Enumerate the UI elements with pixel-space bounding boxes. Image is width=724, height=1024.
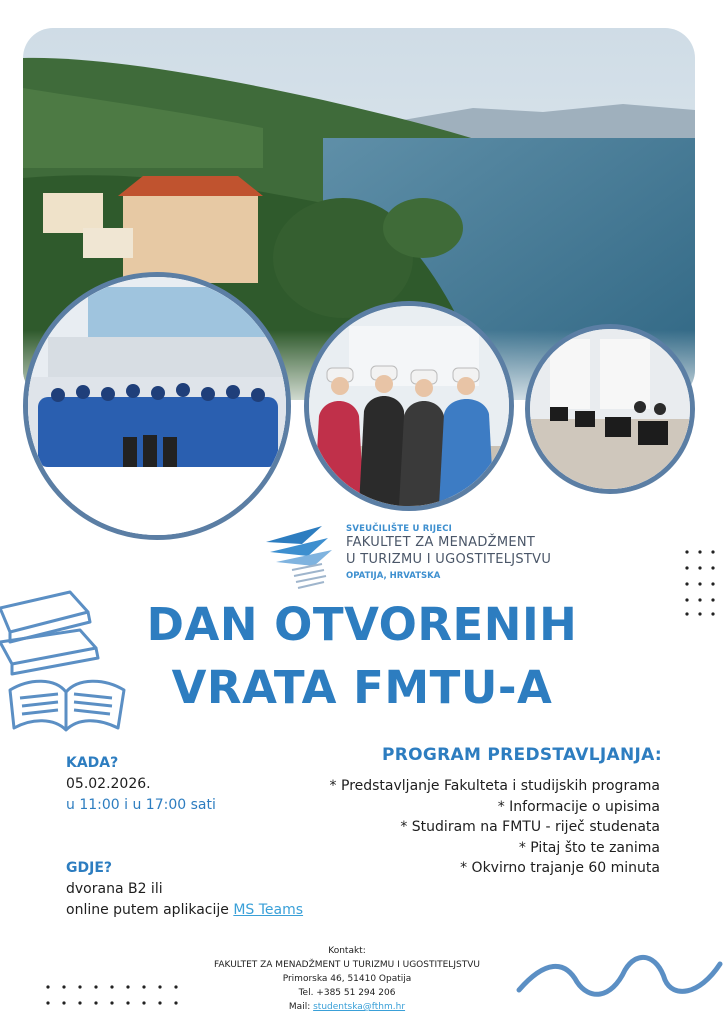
- where-label: GDJE?: [66, 860, 113, 876]
- vr-headsets-photo: [304, 301, 514, 511]
- contact-label: Kontakt:: [328, 946, 366, 956]
- contact-name: FAKULTET ZA MENADŽMENT U TURIZMU I UGOSTITELJSTVU: [214, 960, 480, 970]
- logo-faculty-line2: U TURIZMU I UGOSTITELJSTVU: [346, 552, 552, 567]
- program-item: * Predstavljanje Fakulteta i studijskih programa: [329, 778, 660, 794]
- event-time: u 11:00 i u 17:00 sati: [66, 797, 216, 813]
- wave-decoration: [515, 950, 724, 1000]
- program-item: * Pitaj što te zanima: [518, 839, 660, 856]
- dots-decoration-left: [44, 983, 184, 1013]
- headline-line2: VRATA FMTU-A: [171, 661, 553, 714]
- mail-link[interactable]: studentska@fthm.hr: [313, 1002, 406, 1012]
- contact-block: [172, 944, 522, 1014]
- contact-address: Primorska 46, 51410 Opatija: [282, 974, 412, 984]
- venue: dvorana B2 ili: [66, 881, 163, 897]
- program-item: * Informacije o upisima: [497, 798, 660, 815]
- contact-phone: Tel. +385 51 294 206: [298, 988, 396, 998]
- headline-line1: DAN OTVORENIH: [146, 598, 578, 651]
- contact-mail: [172, 1000, 522, 1014]
- ms-teams-link[interactable]: MS Teams: [233, 902, 304, 918]
- logo-city: OPATIJA, HRVATSKA: [346, 571, 441, 581]
- logo-faculty-line1: FAKULTET ZA MENADŽMENT: [346, 535, 536, 550]
- program-list: [330, 776, 660, 879]
- program-item: * Okvirno trajanje 60 minuta: [460, 860, 660, 876]
- logo-university: SVEUČILIŠTE U RIJECI: [346, 524, 453, 534]
- online-prefix: online putem aplikacije: [66, 902, 234, 918]
- mail-prefix: Mail:: [288, 1002, 314, 1012]
- event-date: 05.02.2026.: [66, 776, 151, 792]
- when-label: KADA?: [66, 755, 119, 771]
- online-line: [66, 902, 303, 918]
- program-title: PROGRAM PREDSTAVLJANJA:: [381, 745, 662, 765]
- graduation-photo: [23, 272, 291, 540]
- program-item: * Studiram na FMTU - riječ studenata: [400, 819, 660, 835]
- computer-lab-photo: [525, 324, 695, 494]
